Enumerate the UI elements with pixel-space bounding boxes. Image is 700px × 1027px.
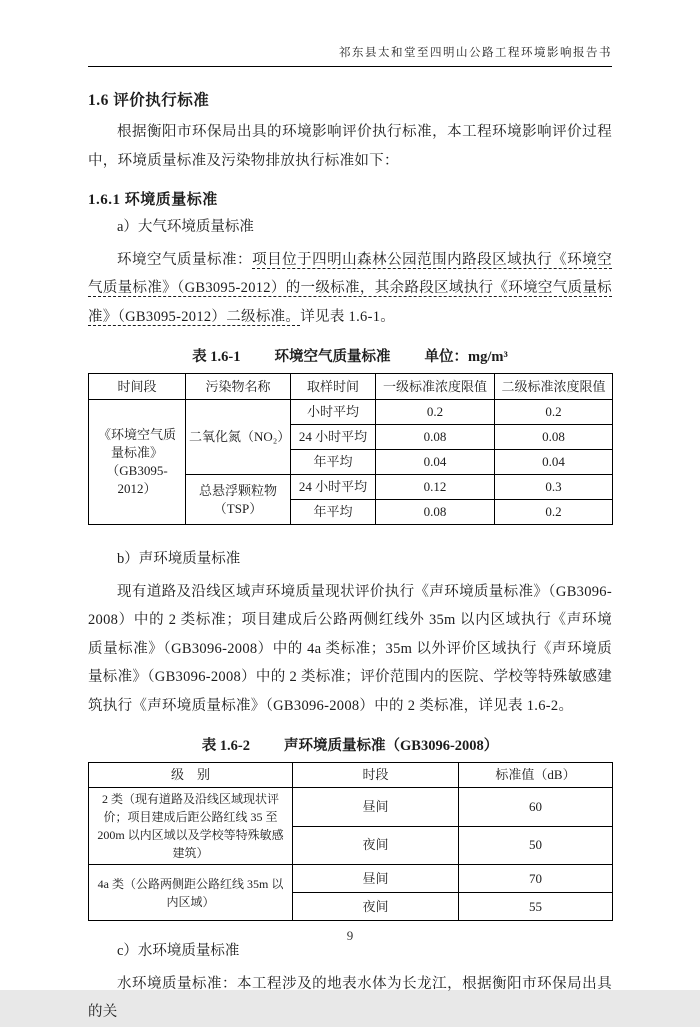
table-1-6-2-caption-label: 表 1.6-2	[201, 738, 251, 754]
table-1-6-1-caption-unit: 单位：mg/m³	[424, 349, 508, 365]
cell-class2-value: 0.04	[495, 450, 613, 475]
table-1-6-2-caption	[88, 734, 612, 755]
pollutant-tsp-cell: 总悬浮颗粒物（TSP）	[186, 475, 291, 525]
table-1-6-1-caption-label: 表 1.6-1	[192, 349, 241, 365]
cell-standard-value: 60	[459, 788, 613, 827]
air-paragraph-tail: 详见表 1.6-1。	[300, 308, 396, 325]
col-header-class1-limit: 一级标准浓度限值	[376, 374, 495, 400]
noise-standards-table	[88, 762, 613, 921]
cell-sampling: 小时平均	[291, 400, 376, 425]
table-1-6-2-caption-title: 声环境质量标准（GB3096-2008）	[284, 738, 499, 754]
col-header-period: 时间段	[89, 374, 186, 400]
cell-class1-value: 0.12	[376, 475, 495, 500]
item-c-heading: c）水环境质量标准	[117, 943, 240, 959]
table-row	[89, 788, 613, 827]
noise-class2-category-cell: 2 类（现有道路及沿线区域现状评价；项目建成后距公路红线 35 至 200m 以内区域以及学校等特殊敏感建筑）	[89, 788, 293, 865]
cell-standard-value: 50	[459, 826, 613, 865]
table-header-row	[89, 763, 613, 788]
air-quality-standards-table	[88, 373, 613, 525]
standard-name-cell: 《环境空气质量标准》（GB3095-2012）	[89, 400, 186, 525]
cell-class2-value: 0.2	[495, 400, 613, 425]
table-row	[89, 400, 613, 425]
page-number: 9	[346, 928, 354, 943]
cell-sampling: 24 小时平均	[291, 425, 376, 450]
table-header-row	[89, 374, 613, 400]
col-header-time-period: 时段	[293, 763, 459, 788]
cell-class1-value: 0.2	[376, 400, 495, 425]
cell-time-period: 夜间	[293, 893, 459, 921]
noise-class4a-category-cell: 4a 类（公路两侧距公路红线 35m 以内区域）	[89, 865, 293, 921]
item-a-heading: a）大气环境质量标准	[117, 219, 254, 235]
noise-paragraph: 现有道路及沿线区域声环境质量现状评价执行《声环境质量标准》（GB3096-2008）中的 2 类标准；项目建成后公路两侧红线外 35m 以内区域执行《声环境质量标准》（GB3096-2008）中的 4a 类标准；35m 以外评价区域执行《声环境质量标准》（GB3096-2008）中的 2 类标准；评价范围内的医院、学校等特殊敏感建筑执行《声环境质量标准》（GB3096-2008）中的 2 类标准，详见表 1.6-2。	[88, 583, 612, 714]
air-quality-paragraph	[88, 246, 612, 332]
col-header-sampling-time: 取样时间	[291, 374, 376, 400]
col-header-class2-limit: 二级标准浓度限值	[495, 374, 613, 400]
cell-class1-value: 0.08	[376, 425, 495, 450]
cell-time-period: 昼间	[293, 788, 459, 827]
col-header-class: 级 别	[89, 763, 293, 788]
cell-time-period: 昼间	[293, 865, 459, 893]
col-header-pollutant: 污染物名称	[186, 374, 291, 400]
cell-sampling: 24 小时平均	[291, 475, 376, 500]
cell-standard-value: 55	[459, 893, 613, 921]
table-row	[89, 865, 613, 893]
air-paragraph-underlined: 项目位于四明山森林公园范围内路段区域执行《环境空气质量标准》（GB3095-2012）的一级标准，其余路段区域执行《环境空气质量标准》（GB3095-2012）二级标准。	[88, 251, 612, 325]
cell-sampling: 年平均	[291, 500, 376, 525]
section-1-6-1-title: 1.6.1 环境质量标准	[88, 192, 218, 208]
item-b-heading: b）声环境质量标准	[117, 551, 241, 567]
cell-time-period: 夜间	[293, 826, 459, 865]
running-header: 祁东县太和堂至四明山公路工程环境影响报告书	[88, 44, 612, 67]
cell-class1-value: 0.08	[376, 500, 495, 525]
cell-class1-value: 0.04	[376, 450, 495, 475]
pollutant-no2-cell: 二氧化氮（NO₂）	[186, 400, 291, 475]
cell-class2-value: 0.08	[495, 425, 613, 450]
cell-class2-value: 0.2	[495, 500, 613, 525]
water-paragraph: 水环境质量标准：本工程涉及的地表水体为长龙江，根据衡阳市环保局出具的关	[88, 975, 612, 1020]
table-1-6-1-caption	[88, 345, 612, 366]
table-1-6-1-caption-title: 环境空气质量标准	[274, 349, 391, 365]
section-1-6-title: 1.6 评价执行标准	[88, 92, 210, 109]
cell-standard-value: 70	[459, 865, 613, 893]
cell-sampling: 年平均	[291, 450, 376, 475]
col-header-standard-value: 标准值（dB）	[459, 763, 613, 788]
cell-class2-value: 0.3	[495, 475, 613, 500]
air-paragraph-lead: 环境空气质量标准：	[117, 251, 253, 268]
intro-paragraph: 根据衡阳市环保局出具的环境影响评价执行标准，本工程环境影响评价过程中，环境质量标准及污染物排放执行标准如下：	[88, 124, 612, 169]
